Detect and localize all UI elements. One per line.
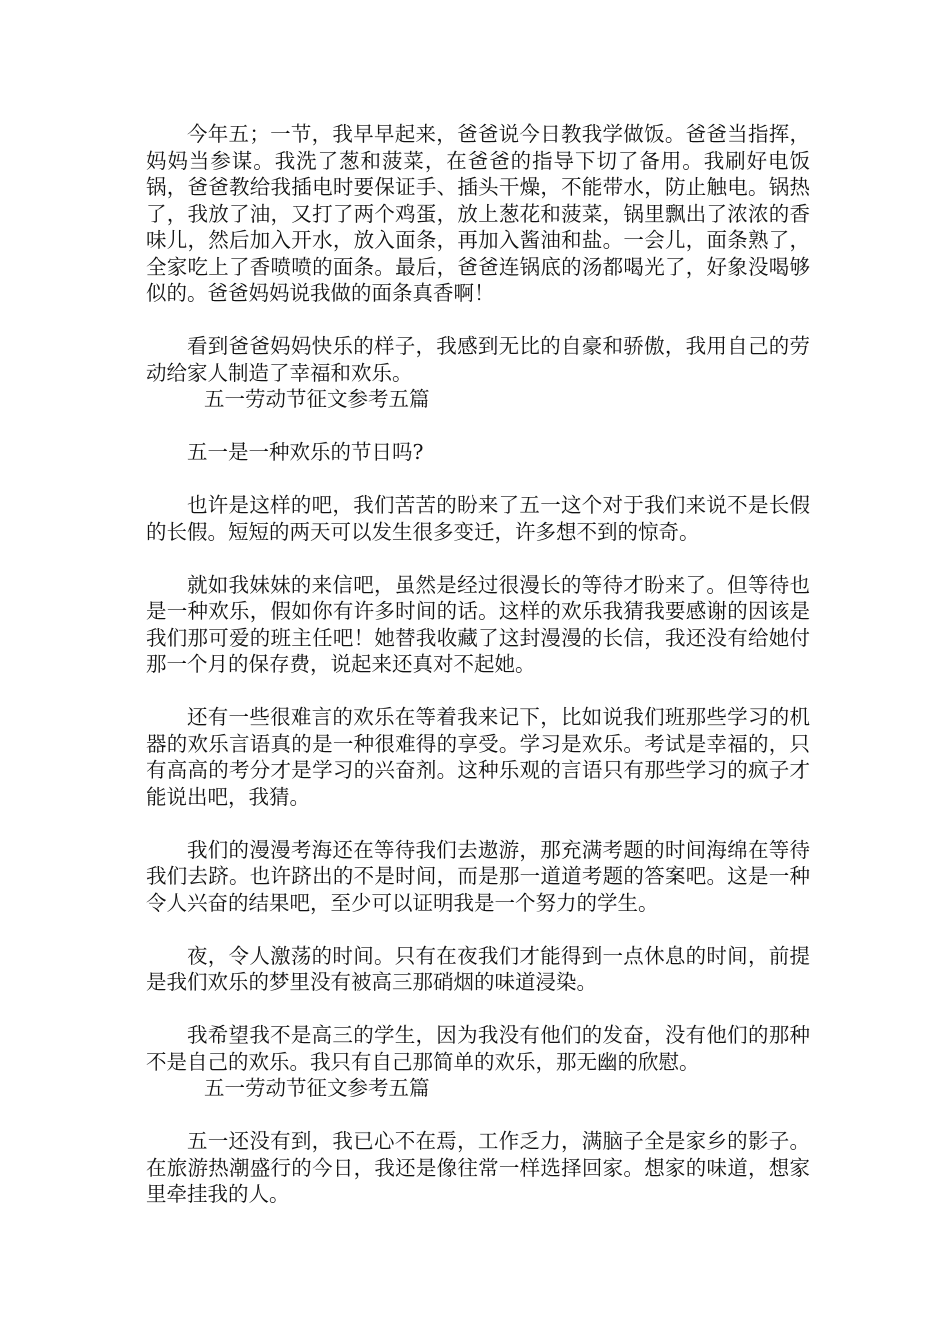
section-heading: 五一劳动节征文参考五篇 [204,1076,430,1100]
document-body [146,121,810,1234]
section-heading: 五一劳动节征文参考五篇 [204,387,430,411]
paragraph-senior-wish: 我希望我不是高三的学生，因为我没有他们的发奋，没有他们的那种不是自己的欢乐。我只有自己那简单的欢乐，那无幽的欣慰。 [146,1023,810,1074]
paragraph-sister-letter: 就如我妹妹的来信吧，虽然是经过很漫长的等待才盼来了。但等待也是一种欢乐，假如你有许多时间的话。这样的欢乐我猜我要感谢的因该是我们那可爱的班主任吧！她替我收藏了这封漫漫的长信，我还没有给她付那一个月的保存费，说起来还真对不起她。 [146,572,810,676]
paragraph-cooking-noodles: 今年五；一节，我早早起来，爸爸说今日教我学做饭。爸爸当指挥，妈妈当参谋。我洗了葱和菠菜，在爸爸的指导下切了备用。我刷好电饭锅，爸爸教给我插电时要保证手、插头干燥，不能带水，防止触电。锅热了，我放了油，又打了两个鸡蛋，放上葱花和菠菜，锅里飘出了浓浓的香味儿，然后加入开水，放入面条，再加入酱油和盐。一会儿，面条熟了，全家吃上了香喷喷的面条。最后，爸爸连锅底的汤都喝光了，好象没喝够似的。爸爸妈妈说我做的面条真香啊！ [146,122,810,305]
paragraph-question: 五一是一种欢乐的节日吗? [187,440,424,464]
paragraph-going-home: 五一还没有到，我已心不在焉，工作乏力，满脑子全是家乡的影子。在旅游热潮盛行的今日，我还是像往常一样选择回家。想家的味道，想家里牵挂我的人。 [146,1129,810,1206]
paragraph-exam-sea: 我们的漫漫考海还在等待我们去遨游，那充满考题的时间海绵在等待我们去跻。也许跻出的不是时间，而是那一道道考题的答案吧。这是一种令人兴奋的结果吧，至少可以证明我是一个努力的学生。 [146,837,810,915]
paragraph-study-joy: 还有一些很难言的欢乐在等着我来记下，比如说我们班那些学习的机器的欢乐言语真的是一种很难得的享受。学习是欢乐。考试是幸福的，只有高高的考分才是学习的兴奋剂。这种乐观的言语只有那些学习的疯子才能说出吧，我猜。 [146,705,810,809]
paragraph-long-holiday: 也许是这样的吧，我们苦苦的盼来了五一这个对于我们来说不是长假的长假。短短的两天可以发生很多变迁，许多想不到的惊奇。 [146,493,810,544]
paragraph-pride: 看到爸爸妈妈快乐的样子，我感到无比的自豪和骄傲，我用自己的劳动给家人制造了幸福和欢乐。 [146,334,810,385]
paragraph-night: 夜，令人激荡的时间。只有在夜我们才能得到一点休息的时间，前提是我们欢乐的梦里没有被高三那硝烟的味道浸染。 [146,943,810,994]
